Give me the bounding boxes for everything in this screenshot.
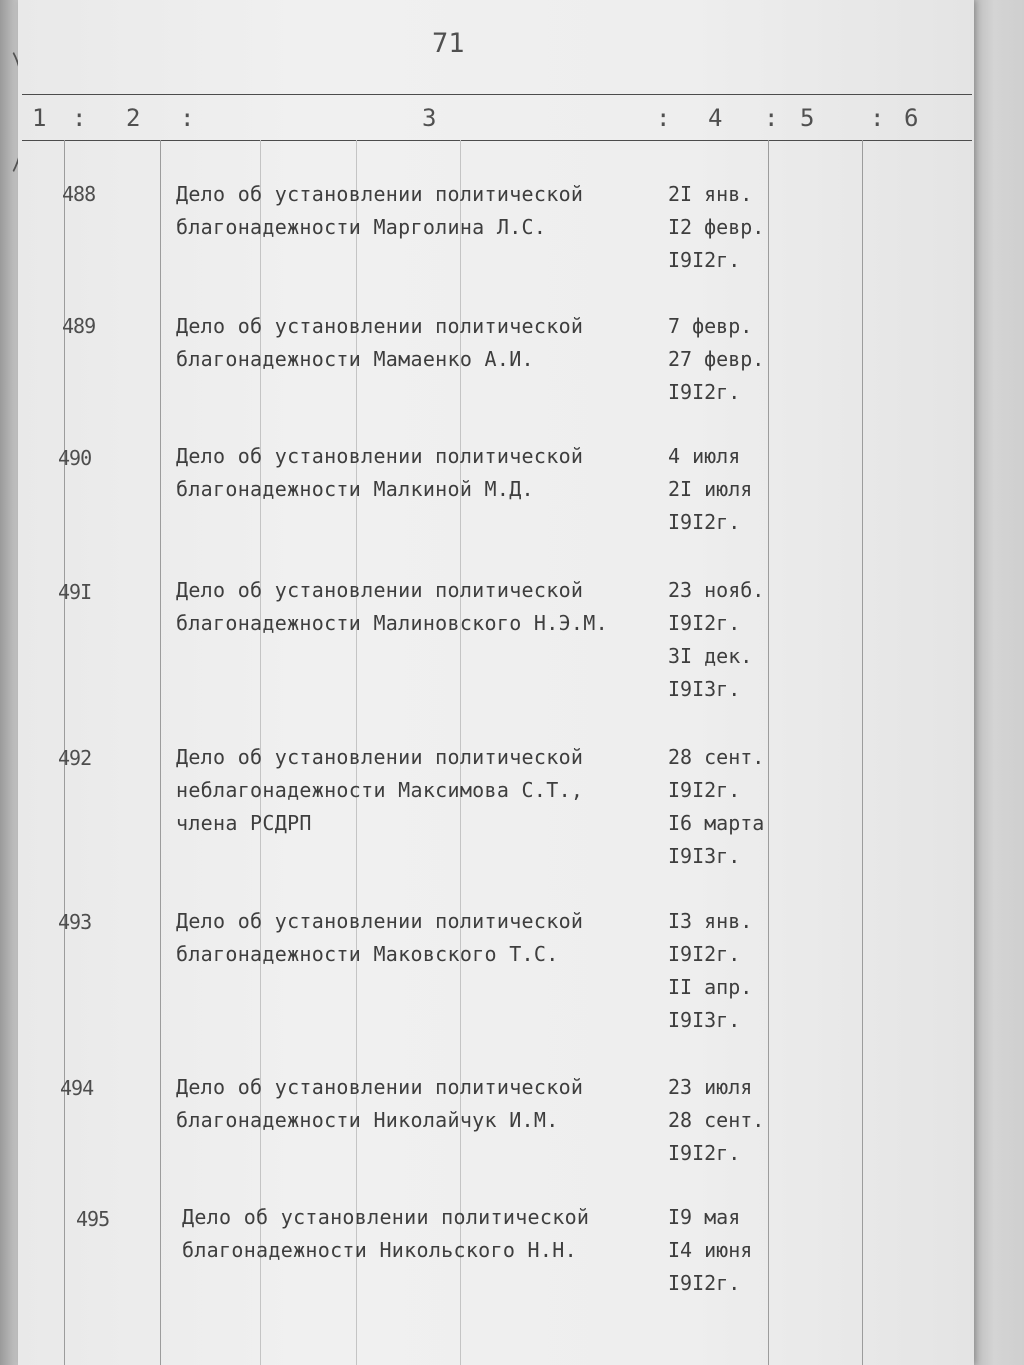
column-number-3: 3 [422, 104, 437, 132]
entry-number: 49I [58, 580, 92, 604]
entry-dates: I3 янв. I9I2г. II апр. I9I3г. [668, 909, 753, 1032]
column-rule [768, 140, 769, 1365]
column-rule [862, 140, 863, 1365]
binder-edge [0, 0, 18, 1365]
entry-number: 493 [58, 910, 92, 934]
next-page-edge [974, 0, 1024, 1365]
column-number-4: 4 [708, 104, 723, 132]
entry-description: Дело об установлении политической благонадежности Никольского Н.Н. [182, 1205, 590, 1262]
column-number-6: 6 [904, 104, 919, 132]
column-separator: : [870, 104, 885, 132]
column-separator: : [656, 104, 671, 132]
entry-number: 488 [62, 182, 96, 206]
entry-description: Дело об установлении политической благонадежности Николайчук И.М. [176, 1075, 584, 1132]
entry-description: Дело об установлении политической неблагонадежности Максимова С.Т., члена РСДРП [176, 745, 584, 835]
entry-description: Дело об установлении политической благонадежности Мамаенко А.И. [176, 314, 584, 371]
page-number: 71 [432, 28, 465, 59]
header-bottom-rule [22, 140, 972, 141]
entry-number: 495 [76, 1207, 110, 1231]
column-number-2: 2 [126, 104, 141, 132]
entry-description: Дело об установлении политической благонадежности Маковского Т.С. [176, 909, 584, 966]
entry-number: 489 [62, 314, 96, 338]
entry-description: Дело об установлении политической благонадежности Малиновского Н.Э.М. [176, 578, 608, 635]
entry-dates: 23 нояб. I9I2г. 3I дек. I9I3г. [668, 578, 765, 701]
entry-number: 492 [58, 746, 92, 770]
entry-dates: 23 июля 28 сент. I9I2г. [668, 1075, 765, 1165]
entry-number: 494 [60, 1076, 94, 1100]
column-separator: : [72, 104, 87, 132]
entry-dates: I9 мая I4 июня I9I2г. [668, 1205, 753, 1295]
column-rule [160, 140, 161, 1365]
entry-description: Дело об установлении политической благонадежности Марголина Л.С. [176, 182, 584, 239]
column-separator: : [180, 104, 195, 132]
entry-dates: 7 февр. 27 февр. I9I2г. [668, 314, 765, 404]
column-number-5: 5 [800, 104, 815, 132]
entry-number: 490 [58, 446, 92, 470]
entry-description: Дело об установлении политической благонадежности Малкиной М.Д. [176, 444, 584, 501]
entry-dates: 28 сент. I9I2г. I6 марта I9I3г. [668, 745, 765, 868]
entry-dates: 2I янв. I2 февр. I9I2г. [668, 182, 765, 272]
column-number-1: 1 [32, 104, 47, 132]
header-top-rule [22, 94, 972, 95]
entry-dates: 4 июля 2I июля I9I2г. [668, 444, 753, 534]
column-separator: : [764, 104, 779, 132]
